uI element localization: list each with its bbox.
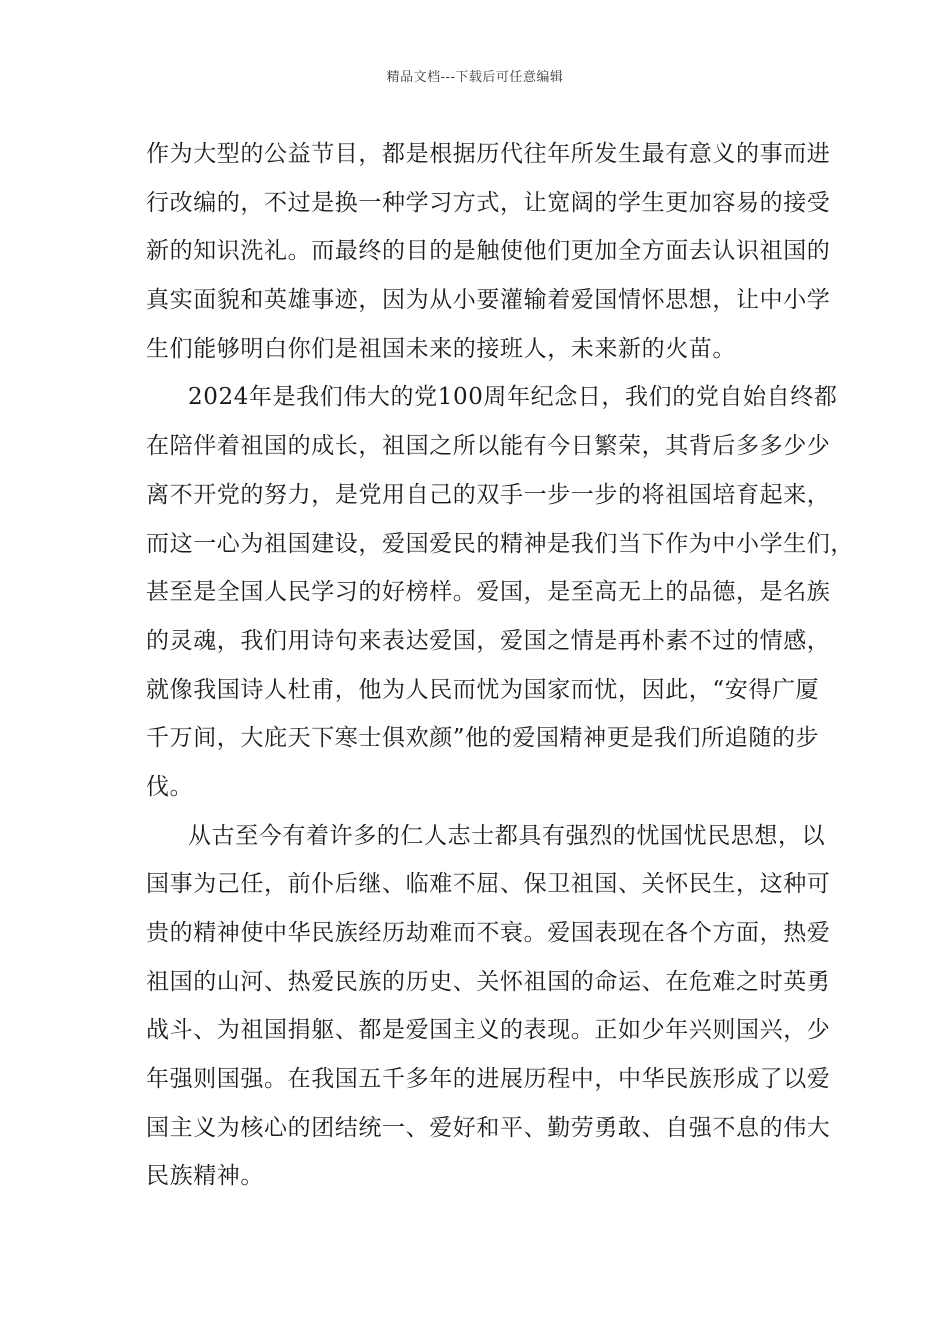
text-line: 在陪伴着祖国的成长，祖国之所以能有今日繁荣，其背后多多少少 bbox=[146, 433, 831, 460]
text-line: 甚至是全国人民学习的好榜样。爱国，是至高无上的品德，是名族 bbox=[146, 579, 831, 606]
text-line: 的灵魂，我们用诗句来表达爱国，爱国之情是再朴素不过的情感， bbox=[146, 627, 831, 654]
text-line: 千万间，大庇天下寒士俱欢颜”他的爱国精神更是我们所追随的步 bbox=[146, 725, 820, 752]
paragraph-2 bbox=[146, 373, 854, 811]
text-line: 而这一心为祖国建设，爱国爱民的精神是我们当下作为中小学生们， bbox=[146, 530, 854, 557]
text-line: 行改编的，不过是换一种学习方式，让宽阔的学生更加容易的接受 bbox=[146, 189, 831, 216]
paragraph-1 bbox=[146, 130, 831, 373]
text-line: 就像我国诗人杜甫，他为人民而忧为国家而忧，因此，“安得广厦 bbox=[146, 676, 820, 703]
text-line: 贵的精神使中华民族经历劫难而不衰。爱国表现在各个方面，热爱 bbox=[146, 920, 831, 946]
text-line: 民族精神。 bbox=[146, 1163, 264, 1190]
text-line: 年强则国强。在我国五千多年的进展历程中，中华民族形成了以爱 bbox=[146, 1066, 831, 1093]
text-line: 2024年是我们伟大的党100周年纪念日，我们的党自始自终都 bbox=[188, 384, 838, 411]
text-line: 真实面貌和英雄事迹，因为从小要灌输着爱国情怀思想，让中小学 bbox=[146, 287, 831, 314]
document-body bbox=[146, 130, 854, 1201]
page-header: 精品文档---下载后可任意编辑 bbox=[386, 70, 564, 85]
text-line: 生们能够明白你们是祖国未来的接班人，未来新的火苗。 bbox=[146, 335, 736, 362]
text-line: 从古至今有着许多的仁人志士都具有强烈的忧国忧民思想，以 bbox=[188, 822, 826, 849]
text-line: 祖国的山河、热爱民族的历史、关怀祖国的命运、在危难之时英勇 bbox=[146, 968, 831, 995]
text-line: 新的知识洗礼。而最终的目的是触使他们更加全方面去认识祖国的 bbox=[146, 238, 831, 265]
text-line: 国事为己任，前仆后继、临难不屈、保卫祖国、关怀民生，这种可 bbox=[146, 871, 831, 898]
paragraph-3 bbox=[146, 812, 831, 1202]
text-line: 战斗、为祖国捐躯、都是爱国主义的表现。正如少年兴则国兴，少 bbox=[146, 1017, 831, 1044]
text-line: 国主义为核心的团结统一、爱好和平、勤劳勇敢、自强不息的伟大 bbox=[146, 1114, 831, 1141]
text-line: 作为大型的公益节目，都是根据历代往年所发生最有意义的事而进 bbox=[146, 141, 831, 167]
text-line: 伐。 bbox=[146, 773, 194, 800]
text-line: 离不开党的努力，是党用自己的双手一步一步的将祖国培育起来， bbox=[146, 481, 831, 508]
